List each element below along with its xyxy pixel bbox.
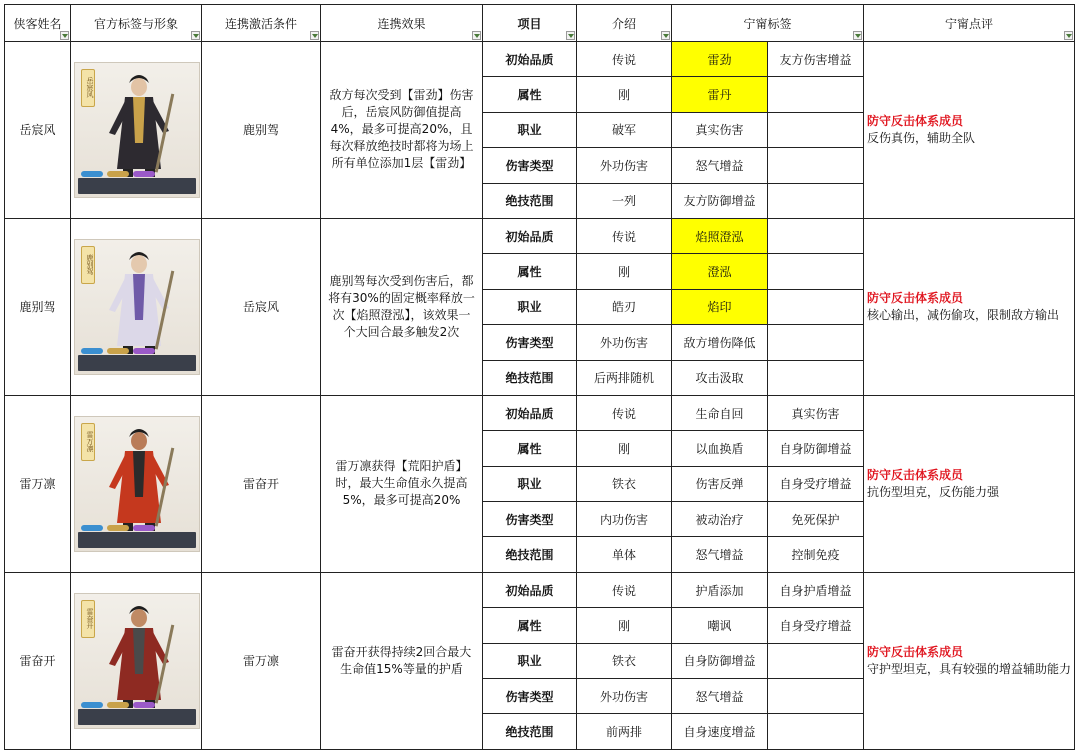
ning-tag-cell[interactable] (672, 325, 768, 360)
intro-value: 铁衣 (611, 477, 636, 492)
header-condition: 连携激活条件 (202, 5, 321, 42)
intro-cell[interactable] (577, 325, 672, 360)
condition-cell[interactable] (202, 42, 321, 219)
item-label: 初始品质 (505, 406, 554, 421)
intro-value: 内功伤害 (599, 512, 648, 527)
item-cell[interactable] (483, 643, 577, 678)
ning-tag-cell[interactable] (672, 148, 768, 183)
intro-cell[interactable] (577, 608, 672, 643)
filter-dropdown-icon[interactable] (310, 31, 319, 40)
ning-tag-extra-cell[interactable] (768, 537, 864, 572)
intro-value: 外功伤害 (599, 689, 648, 704)
ning-tag-value: 怒气增益 (695, 158, 744, 173)
hero-portrait-tag: 岳宸风 (81, 69, 95, 107)
hero-portrait-footer (78, 709, 196, 725)
hero-name-cell[interactable] (5, 395, 71, 572)
ning-tag-extra-value: 免死保护 (791, 512, 840, 527)
hero-portrait-footer (78, 532, 196, 548)
hero-portrait-image (74, 239, 200, 375)
intro-value: 传说 (611, 583, 636, 598)
condition-cell[interactable] (202, 395, 321, 572)
intro-cell[interactable] (577, 643, 672, 678)
ning-tag-value: 自身防御增益 (683, 654, 756, 669)
ning-tag-extra-cell[interactable] (768, 431, 864, 466)
ning-tag-extra-value: 友方伤害增益 (779, 52, 852, 67)
hero-portrait-footer (78, 178, 196, 194)
hero-portrait-image (74, 593, 200, 729)
filter-dropdown-icon[interactable] (853, 31, 862, 40)
item-label: 职业 (517, 300, 542, 315)
ning-tag-cell[interactable] (672, 431, 768, 466)
hero-name: 鹿别驾 (19, 300, 56, 315)
intro-value: 一列 (611, 194, 636, 209)
ning-tag-cell[interactable] (672, 679, 768, 714)
hero-portrait-cell[interactable] (71, 395, 202, 572)
effect-text: 雷奋开获得持续2回合最大生命值15%等量的护盾 (331, 644, 472, 676)
item-cell[interactable] (483, 502, 577, 537)
ning-tag-value: 自身速度增益 (683, 725, 756, 740)
hero-portrait-footer (78, 355, 196, 371)
hero-name-cell[interactable] (5, 218, 71, 395)
ning-tag-extra-cell[interactable] (768, 608, 864, 643)
header-ning-tag: 宁甯标签 (672, 5, 864, 42)
header-name: 侠客姓名 (5, 5, 71, 42)
header-review: 宁甯点评 (864, 5, 1075, 42)
ning-tag-extra-cell[interactable] (768, 502, 864, 537)
item-label: 伤害类型 (505, 689, 554, 704)
review-title: 防守反击体系成员 (867, 644, 964, 659)
effect-text: 敌方每次受到【雷劲】伤害后，岳宸风防御值提高4%，最多可提高20%，且每次释放绝技时都将为场上所有单位添加1层【雷劲】 (329, 88, 474, 171)
hero-portrait-badges (81, 348, 155, 354)
item-label: 初始品质 (505, 229, 554, 244)
intro-value: 刚 (617, 265, 630, 280)
intro-cell[interactable] (577, 572, 672, 607)
hero-portrait-tag: 雷奋开 (81, 600, 95, 638)
intro-cell[interactable] (577, 431, 672, 466)
item-cell[interactable] (483, 148, 577, 183)
header-intro: 介绍 (577, 5, 672, 42)
ning-tag-value: 雷劲 (707, 52, 732, 67)
ning-tag-extra-cell[interactable] (768, 112, 864, 147)
item-cell[interactable] (483, 77, 577, 112)
ning-tag-value: 怒气增益 (695, 689, 744, 704)
item-label: 属性 (517, 618, 542, 633)
hero-name: 岳宸风 (19, 123, 56, 138)
review-text: 核心输出，减伤偷攻，限制敌方输出 (867, 307, 1060, 322)
item-label: 职业 (517, 123, 542, 138)
condition-text: 雷奋开 (242, 477, 279, 492)
item-label: 伤害类型 (505, 335, 554, 350)
intro-value: 铁衣 (611, 654, 636, 669)
ning-tag-extra-cell[interactable] (768, 148, 864, 183)
ning-tag-value: 护盾添加 (695, 583, 744, 598)
filter-dropdown-icon[interactable] (191, 31, 200, 40)
effect-cell[interactable] (321, 395, 483, 572)
item-label: 属性 (517, 88, 542, 103)
item-cell[interactable] (483, 395, 577, 430)
effect-text: 鹿别驾每次受到伤害后，都将有30%的固定概率释放一次【焰照澄泓】，该效果一个大回合最多触发2次 (328, 273, 475, 339)
hero-portrait-image (74, 416, 200, 552)
item-label: 初始品质 (505, 52, 554, 67)
item-label: 属性 (517, 441, 542, 456)
ning-tag-cell[interactable] (672, 218, 768, 253)
intro-cell[interactable] (577, 679, 672, 714)
ning-tag-cell[interactable] (672, 714, 768, 749)
ning-tag-value: 友方防御增益 (683, 194, 756, 209)
intro-value: 刚 (617, 88, 630, 103)
intro-value: 皓刃 (611, 300, 636, 315)
effect-cell[interactable] (321, 218, 483, 395)
header-row (5, 5, 1075, 42)
hero-portrait-cell[interactable] (71, 42, 202, 219)
hero-figure-icon (99, 604, 179, 712)
intro-cell[interactable] (577, 360, 672, 395)
item-cell[interactable] (483, 289, 577, 324)
filter-dropdown-icon[interactable] (60, 31, 69, 40)
ning-tag-cell[interactable] (672, 466, 768, 501)
intro-cell[interactable] (577, 218, 672, 253)
ning-tag-extra-value: 真实伤害 (791, 406, 840, 421)
ning-tag-cell[interactable] (672, 608, 768, 643)
condition-text: 鹿别驾 (242, 123, 279, 138)
hero-portrait-cell[interactable] (71, 218, 202, 395)
hero-portrait-badges (81, 525, 155, 531)
ning-tag-value: 真实伤害 (695, 123, 744, 138)
intro-value: 前两排 (605, 725, 642, 740)
ning-tag-cell[interactable] (672, 183, 768, 218)
ning-tag-value: 嘲讽 (707, 618, 732, 633)
header-effect: 连携效果 (321, 5, 483, 42)
table-row (5, 42, 1075, 77)
item-label: 绝技范围 (505, 371, 554, 386)
item-cell[interactable] (483, 42, 577, 77)
item-cell[interactable] (483, 537, 577, 572)
review-cell[interactable] (864, 42, 1075, 219)
intro-cell[interactable] (577, 148, 672, 183)
review-cell[interactable] (864, 572, 1075, 749)
ning-tag-cell[interactable] (672, 572, 768, 607)
condition-text: 雷万凛 (242, 654, 279, 669)
hero-portrait-badges (81, 171, 155, 177)
ning-tag-extra-value: 控制免疫 (791, 548, 840, 563)
item-label: 伤害类型 (505, 158, 554, 173)
intro-cell[interactable] (577, 183, 672, 218)
hero-name: 雷奋开 (19, 654, 56, 669)
item-cell[interactable] (483, 608, 577, 643)
ning-tag-value: 攻击汲取 (695, 371, 744, 386)
item-cell[interactable] (483, 714, 577, 749)
header-item: 项目 (483, 5, 577, 42)
item-cell[interactable] (483, 431, 577, 466)
intro-value: 传说 (611, 229, 636, 244)
effect-cell[interactable] (321, 572, 483, 749)
ning-tag-cell[interactable] (672, 42, 768, 77)
review-title: 防守反击体系成员 (867, 290, 964, 305)
ning-tag-extra-cell[interactable] (768, 254, 864, 289)
hero-name: 雷万凛 (19, 477, 56, 492)
table-row (5, 572, 1075, 607)
ning-tag-extra-value: 自身受疗增益 (779, 477, 852, 492)
effect-text: 雷万凛获得【荒阳护盾】时，最大生命值永久提高5%，最多可提高20% (335, 459, 468, 508)
ning-tag-extra-cell[interactable] (768, 395, 864, 430)
ning-tag-value: 以血换盾 (695, 441, 744, 456)
intro-value: 传说 (611, 406, 636, 421)
item-label: 属性 (517, 265, 542, 280)
intro-cell[interactable] (577, 112, 672, 147)
ning-tag-extra-value: 自身受疗增益 (779, 618, 852, 633)
ning-tag-extra-cell[interactable] (768, 572, 864, 607)
hero-figure-icon (99, 427, 179, 535)
item-label: 职业 (517, 477, 542, 492)
intro-value: 后两排随机 (593, 371, 654, 386)
intro-value: 传说 (611, 52, 636, 67)
ning-tag-extra-cell[interactable] (768, 360, 864, 395)
ning-tag-value: 怒气增益 (695, 548, 744, 563)
condition-cell[interactable] (202, 572, 321, 749)
ning-tag-value: 敌方增伤降低 (683, 335, 756, 350)
ning-tag-extra-cell[interactable] (768, 183, 864, 218)
ning-tag-value: 雷丹 (707, 88, 732, 103)
ning-tag-extra-value: 自身护盾增益 (779, 583, 852, 598)
item-cell[interactable] (483, 572, 577, 607)
review-text: 抗伤型坦克，反伤能力强 (867, 484, 1000, 499)
header-official-tag: 官方标签与形象 (71, 5, 202, 42)
review-cell[interactable] (864, 395, 1075, 572)
ning-tag-extra-value: 自身防御增益 (779, 441, 852, 456)
ning-tag-value: 被动治疗 (695, 512, 744, 527)
hero-name-cell[interactable] (5, 42, 71, 219)
ning-tag-extra-cell[interactable] (768, 325, 864, 360)
item-label: 绝技范围 (505, 194, 554, 209)
table-row (5, 395, 1075, 430)
item-label: 职业 (517, 654, 542, 669)
ning-tag-extra-cell[interactable] (768, 679, 864, 714)
ning-tag-value: 伤害反弹 (695, 477, 744, 492)
intro-value: 刚 (617, 618, 630, 633)
intro-cell[interactable] (577, 502, 672, 537)
intro-cell[interactable] (577, 537, 672, 572)
review-title: 防守反击体系成员 (867, 467, 964, 482)
item-cell[interactable] (483, 183, 577, 218)
review-title: 防守反击体系成员 (867, 113, 964, 128)
ning-tag-value: 生命自回 (695, 406, 744, 421)
item-cell[interactable] (483, 254, 577, 289)
intro-value: 刚 (617, 441, 630, 456)
intro-cell[interactable] (577, 42, 672, 77)
intro-cell[interactable] (577, 714, 672, 749)
ning-tag-cell[interactable] (672, 502, 768, 537)
item-cell[interactable] (483, 466, 577, 501)
hero-portrait-cell[interactable] (71, 572, 202, 749)
ning-tag-extra-cell[interactable] (768, 218, 864, 253)
intro-cell[interactable] (577, 77, 672, 112)
ning-tag-extra-cell[interactable] (768, 289, 864, 324)
filter-dropdown-icon[interactable] (661, 31, 670, 40)
item-label: 伤害类型 (505, 512, 554, 527)
condition-cell[interactable] (202, 218, 321, 395)
hero-portrait-tag: 鹿别驾 (81, 246, 95, 284)
review-text: 反伤真伤，辅助全队 (867, 130, 976, 145)
filter-dropdown-icon[interactable] (566, 31, 575, 40)
item-cell[interactable] (483, 112, 577, 147)
ning-tag-cell[interactable] (672, 254, 768, 289)
ning-tag-cell[interactable] (672, 643, 768, 678)
item-cell[interactable] (483, 360, 577, 395)
ning-tag-value: 澄泓 (707, 265, 732, 280)
ning-tag-cell[interactable] (672, 77, 768, 112)
hero-portrait-badges (81, 702, 155, 708)
ning-tag-extra-cell[interactable] (768, 643, 864, 678)
condition-text: 岳宸风 (242, 300, 279, 315)
hero-figure-icon (99, 73, 179, 181)
intro-value: 单体 (611, 548, 636, 563)
ning-tag-value: 焰印 (707, 300, 732, 315)
ning-tag-value: 焰照澄泓 (695, 229, 744, 244)
ning-tag-cell[interactable] (672, 112, 768, 147)
table-row (5, 218, 1075, 253)
item-cell[interactable] (483, 679, 577, 714)
item-label: 初始品质 (505, 583, 554, 598)
hero-name-cell[interactable] (5, 572, 71, 749)
ning-tag-cell[interactable] (672, 537, 768, 572)
filter-dropdown-icon[interactable] (1064, 31, 1073, 40)
item-cell[interactable] (483, 325, 577, 360)
hero-figure-icon (99, 250, 179, 358)
ning-tag-cell[interactable] (672, 360, 768, 395)
ning-tag-extra-cell[interactable] (768, 77, 864, 112)
item-cell[interactable] (483, 218, 577, 253)
intro-value: 外功伤害 (599, 335, 648, 350)
ning-tag-cell[interactable] (672, 289, 768, 324)
item-label: 绝技范围 (505, 548, 554, 563)
effect-cell[interactable] (321, 42, 483, 219)
filter-dropdown-icon[interactable] (472, 31, 481, 40)
ning-tag-extra-cell[interactable] (768, 42, 864, 77)
intro-cell[interactable] (577, 254, 672, 289)
intro-cell[interactable] (577, 466, 672, 501)
intro-value: 破军 (611, 123, 636, 138)
ning-tag-cell[interactable] (672, 395, 768, 430)
review-text: 守护型坦克，具有较强的增益辅助能力 (867, 661, 1072, 676)
intro-cell[interactable] (577, 289, 672, 324)
hero-table (4, 4, 1075, 750)
hero-portrait-tag: 雷万凛 (81, 423, 95, 461)
intro-value: 外功伤害 (599, 158, 648, 173)
intro-cell[interactable] (577, 395, 672, 430)
item-label: 绝技范围 (505, 725, 554, 740)
ning-tag-extra-cell[interactable] (768, 466, 864, 501)
hero-portrait-image (74, 62, 200, 198)
review-cell[interactable] (864, 218, 1075, 395)
ning-tag-extra-cell[interactable] (768, 714, 864, 749)
